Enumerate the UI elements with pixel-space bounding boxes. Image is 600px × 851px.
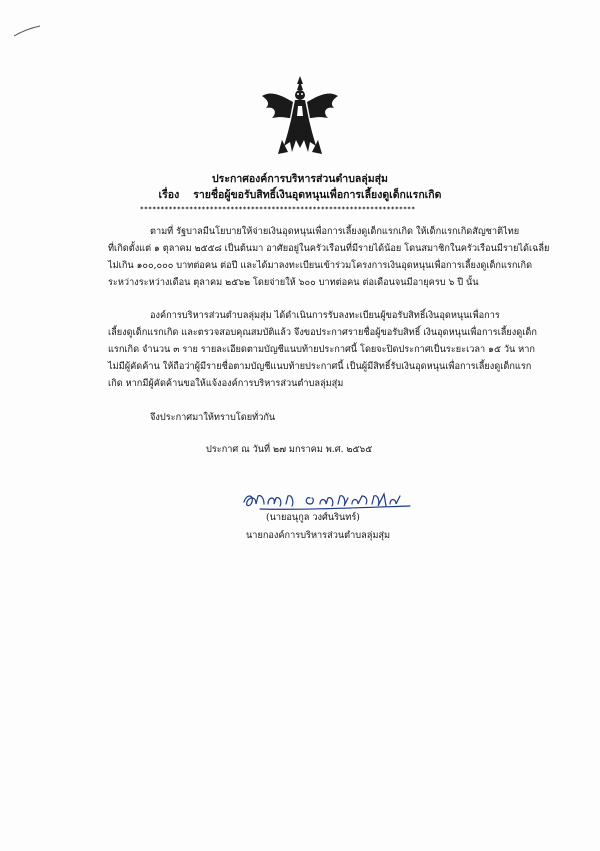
subject-line [0, 186, 600, 203]
subject-label: เรื่อง [158, 189, 180, 201]
separator-line: ******************************************************************* [140, 206, 416, 213]
paragraph2-line1: องค์การบริหารส่วนตำบลลุ่มสุ่ม ได้ดำเนินการรับลงทะเบียนผู้ขอรับสิทธิ์เงินอุดหนุนเพื่อการ [150, 310, 500, 321]
paragraph1-line3: ไม่เกิน ๑๐๐,๐๐๐ บาทต่อคน ต่อปี และได้มาลงทะเบียนเข้าร่วมโครงการเงินอุดหนุนเพื่อการเลี้ยงดูเด็กแรกเกิด [108, 260, 533, 271]
announcement-title: ประกาศองค์การบริหารส่วนตำบลลุ่มสุ่ม [212, 173, 388, 185]
signatory-title: นายกองค์การบริหารส่วนตำบลลุ่มสุ่ม [246, 530, 391, 541]
garuda-emblem-icon [260, 74, 340, 156]
paragraph1-line1: ตามที่ รัฐบาลมีนโยบายให้จ่ายเงินอุดหนุนเพื่อการเลี้ยงดูเด็กแรกเกิด ให้เด็กแรกเกิดสัญชาติไทย [150, 226, 520, 237]
handwritten-signature [240, 486, 420, 512]
paragraph1-line2: ที่เกิดตั้งแต่ ๑ ตุลาคม ๒๕๕๘ เป็นต้นมา อาศัยอยู่ในครัวเรือนที่มีรายได้น้อย โดนสมาชิกในครัวเรือนมีรายได้เฉลี่ย [108, 243, 550, 254]
paragraph2-line4: ไม่มีผู้คัดค้าน ให้ถือว่าผู้มีรายชื่อตามบัญชีแนบท้ายประกาศนี้ เป็นผู้มีสิทธิ์รับเงินอุดหนุนเพื่อการเลี้ยงดูเด็กแรก [108, 361, 532, 372]
pen-stroke-icon [12, 24, 42, 38]
paragraph2-line3: แรกเกิด จำนวน ๓ ราย รายละเอียดตามบัญชีแนบท้ายประกาศนี้ โดยจะปิดประกาศเป็นระยะเวลา ๑๕ วัน หาก [108, 344, 535, 355]
signatory-name: (นายอนุกูล วงศ์นรินทร์) [266, 512, 360, 523]
paragraph2-line2: เลี้ยงดูเด็กแรกเกิด และตรวจสอบคุณสมบัติแล้ว จึงขอประกาศรายชื่อผู้ขอรับสิทธิ์ เงินอุดหนุนเพื่อการเลี้ยงดูเด็ก [108, 327, 537, 338]
paragraph1-line4: ระหว่างระหว่างเดือน ตุลาคม ๒๕๖๒ โดยจ่ายให้ ๖๐๐ บาทต่อคน ต่อเดือนจนมีอายุครบ ๖ ปี นั้น [108, 277, 479, 288]
subject-text: รายชื่อผู้ขอรับสิทธิ์เงินอุดหนุนเพื่อการเลี้ยงดูเด็กแรกเกิด [193, 189, 442, 201]
closing-line: จึงประกาศมาให้ทราบโดยทั่วกัน [150, 412, 276, 423]
announcement-date: ประกาศ ณ วันที่ ๒๗ มกราคม พ.ศ. ๒๕๖๕ [206, 444, 373, 455]
paragraph2-line5: เกิด หากมีผู้คัดค้านขอให้แจ้งองค์การบริหารส่วนตำบลลุ่มสุ่ม [108, 378, 344, 389]
